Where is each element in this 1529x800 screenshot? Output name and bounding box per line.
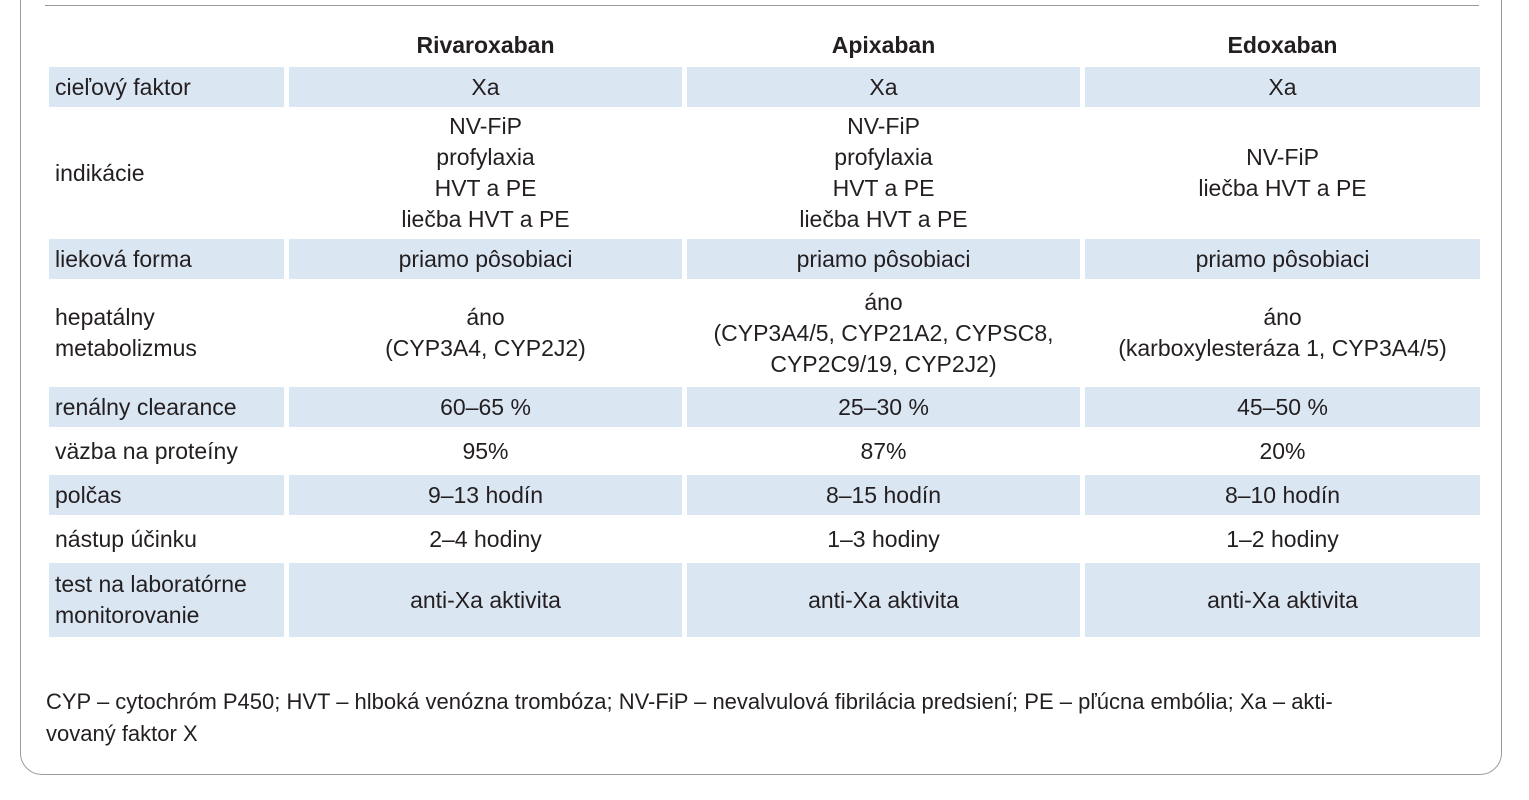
footnote-line: vovaný faktor X — [46, 721, 198, 746]
cell-edoxaban — [1085, 519, 1480, 559]
table-row — [49, 283, 1480, 383]
cell-text: liečba HVT a PE — [799, 206, 968, 232]
cell-text: Xa — [471, 73, 500, 100]
cell-text: 45–50 % — [1237, 393, 1328, 420]
row-label-text: polčas — [55, 481, 122, 508]
row-label-text: nástup účinku — [55, 525, 197, 552]
cell-text: Xa — [1268, 73, 1297, 100]
header-cell-rivaroxaban: Rivaroxaban — [416, 31, 555, 58]
cell-text: 8–15 hodín — [825, 481, 942, 508]
cell-edoxaban — [1085, 475, 1480, 515]
cell-rivaroxaban — [289, 283, 682, 383]
table-body — [49, 67, 1480, 637]
footnote-line: CYP – cytochróm P450; HVT – hlboká venózna trombóza; NV-FiP – nevalvulová fibrilácia predsiení; PE – pľúcna embólia; Xa – akti- — [46, 689, 1333, 714]
cell-rivaroxaban — [289, 387, 682, 427]
cell-text: áno — [466, 304, 505, 330]
cell-text: NV-FiP — [847, 113, 920, 139]
cell-rivaroxaban — [289, 239, 682, 279]
row-label-cell — [49, 111, 284, 235]
row-label-cell — [49, 387, 284, 427]
cell-apixaban — [687, 387, 1080, 427]
cell-edoxaban — [1085, 111, 1480, 235]
row-label-cell — [49, 563, 284, 637]
cell-text: HVT a PE — [832, 175, 935, 201]
cell-apixaban — [687, 475, 1080, 515]
row-label-text: metabolizmus — [55, 335, 197, 361]
cell-text: Xa — [869, 73, 898, 100]
cell-text: NV-FiP — [449, 113, 522, 139]
cell-text: 1–3 hodiny — [827, 525, 940, 552]
cell-text: priamo pôsobiaci — [796, 245, 971, 272]
cell-text: 8–10 hodín — [1224, 481, 1341, 508]
cell-edoxaban — [1085, 283, 1480, 383]
cell-edoxaban — [1085, 563, 1480, 637]
row-label-text: indikácie — [55, 159, 145, 186]
cell-text: áno — [1263, 304, 1302, 330]
cell-text: 60–65 % — [440, 393, 531, 420]
header-cell-apixaban: Apixaban — [831, 31, 936, 58]
cell-rivaroxaban — [289, 431, 682, 471]
cell-rivaroxaban — [289, 67, 682, 107]
row-label-cell — [49, 519, 284, 559]
table-header-row — [49, 27, 1480, 63]
cell-text: 2–4 hodiny — [429, 525, 542, 552]
cell-rivaroxaban — [289, 563, 682, 637]
cell-text: CYP2C9/19, CYP2J2) — [770, 350, 997, 377]
table-row — [49, 67, 1480, 107]
cell-text: liečba HVT a PE — [401, 206, 570, 232]
cell-text: anti-Xa aktivita — [410, 586, 561, 613]
cell-apixaban — [687, 563, 1080, 637]
cell-edoxaban — [1085, 67, 1480, 107]
cell-text: 9–13 hodín — [427, 481, 544, 508]
cell-text: priamo pôsobiaci — [398, 245, 573, 272]
cell-rivaroxaban — [289, 475, 682, 515]
cell-apixaban — [687, 239, 1080, 279]
cell-text: HVT a PE — [434, 175, 537, 201]
header-cell-corner — [49, 27, 284, 63]
cell-rivaroxaban — [289, 111, 682, 235]
cell-text: 95% — [462, 437, 509, 464]
row-label-text: cieľový faktor — [55, 73, 191, 100]
top-rule — [45, 5, 1479, 6]
cell-text: NV-FiP — [1246, 144, 1319, 170]
cell-text: 1–2 hodiny — [1226, 525, 1339, 552]
cell-text: áno — [864, 288, 903, 315]
header-cell-edoxaban: Edoxaban — [1227, 31, 1338, 58]
cell-apixaban — [687, 519, 1080, 559]
row-label-cell — [49, 475, 284, 515]
drug-comparison-table — [44, 23, 1485, 641]
cell-text: (karboxylesteráza 1, CYP3A4/5) — [1118, 335, 1447, 361]
cell-edoxaban — [1085, 387, 1480, 427]
cell-text: 20% — [1259, 437, 1306, 464]
table-row — [49, 563, 1480, 637]
cell-text: (CYP3A4/5, CYP21A2, CYPSC8, — [713, 319, 1054, 346]
cell-rivaroxaban — [289, 519, 682, 559]
cell-text: (CYP3A4, CYP2J2) — [385, 335, 586, 361]
row-label-text: test na laboratórne — [55, 571, 247, 597]
row-label-cell — [49, 431, 284, 471]
cell-edoxaban — [1085, 239, 1480, 279]
row-label-text: lieková forma — [55, 245, 192, 272]
cell-text: 87% — [860, 437, 907, 464]
table-row — [49, 111, 1480, 235]
cell-text: liečba HVT a PE — [1198, 175, 1367, 201]
cell-apixaban — [687, 111, 1080, 235]
cell-text: 25–30 % — [838, 393, 929, 420]
cell-text: anti-Xa aktivita — [808, 586, 959, 613]
row-label-text: hepatálny — [55, 304, 155, 330]
cell-apixaban — [687, 431, 1080, 471]
table-row — [49, 519, 1480, 559]
cell-text: profylaxia — [436, 144, 535, 170]
table-row — [49, 475, 1480, 515]
row-label-text: monitorovanie — [55, 602, 200, 628]
row-label-text: väzba na proteíny — [55, 437, 238, 464]
row-label-text: renálny clearance — [55, 393, 237, 420]
table-row — [49, 387, 1480, 427]
cell-apixaban — [687, 67, 1080, 107]
cell-text: profylaxia — [834, 144, 933, 170]
cell-text: anti-Xa aktivita — [1207, 586, 1358, 613]
cell-text: priamo pôsobiaci — [1195, 245, 1370, 272]
row-label-cell — [49, 283, 284, 383]
table-row — [49, 239, 1480, 279]
table-footnote — [46, 686, 1486, 750]
table-row — [49, 431, 1480, 471]
cell-edoxaban — [1085, 431, 1480, 471]
cell-apixaban — [687, 283, 1080, 383]
row-label-cell — [49, 67, 284, 107]
row-label-cell — [49, 239, 284, 279]
